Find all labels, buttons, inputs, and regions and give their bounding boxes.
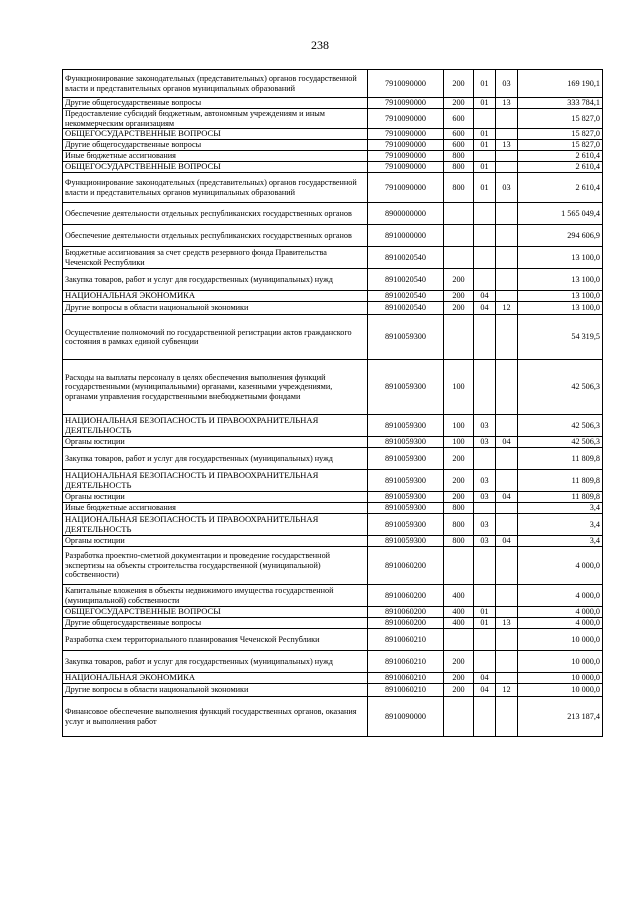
table-row <box>63 98 603 109</box>
cell-amount: 2 610,4 <box>518 162 603 173</box>
cell-target-article: 8910059300 <box>368 492 444 503</box>
table-row <box>63 503 603 514</box>
cell-amount: 10 000,0 <box>518 684 603 697</box>
cell-section: 03 <box>474 415 496 437</box>
cell-expense-type: 800 <box>444 536 474 547</box>
table-row <box>63 514 603 536</box>
cell-section <box>474 315 496 360</box>
cell-section <box>474 225 496 247</box>
cell-amount: 15 827,0 <box>518 109 603 129</box>
cell-amount: 11 809,8 <box>518 470 603 492</box>
cell-section: 04 <box>474 291 496 302</box>
cell-amount: 4 000,0 <box>518 618 603 629</box>
cell-target-article: 8910060210 <box>368 651 444 673</box>
cell-expense-type <box>444 225 474 247</box>
cell-expense-type: 400 <box>444 607 474 618</box>
cell-subsection <box>496 697 518 737</box>
cell-section <box>474 448 496 470</box>
cell-amount: 42 506,3 <box>518 360 603 415</box>
cell-amount: 13 100,0 <box>518 269 603 291</box>
cell-target-article: 7910090000 <box>368 140 444 151</box>
cell-expense-type: 100 <box>444 437 474 448</box>
cell-subsection <box>496 291 518 302</box>
cell-target-article: 7910090000 <box>368 173 444 203</box>
table-row <box>63 151 603 162</box>
table-row <box>63 618 603 629</box>
table-row <box>63 109 603 129</box>
table-row <box>63 607 603 618</box>
cell-name: Органы юстиции <box>63 437 368 448</box>
cell-subsection: 12 <box>496 684 518 697</box>
cell-amount: 10 000,0 <box>518 651 603 673</box>
cell-subsection <box>496 415 518 437</box>
table-row <box>63 225 603 247</box>
cell-target-article: 8910020540 <box>368 291 444 302</box>
cell-section <box>474 151 496 162</box>
table-row <box>63 547 603 585</box>
cell-name: Обеспечение деятельности отдельных республиканских государственных органов <box>63 203 368 225</box>
cell-subsection <box>496 651 518 673</box>
table-row <box>63 437 603 448</box>
cell-subsection <box>496 585 518 607</box>
cell-name: Другие общегосударственные вопросы <box>63 618 368 629</box>
table-row <box>63 173 603 203</box>
cell-section <box>474 547 496 585</box>
cell-subsection <box>496 225 518 247</box>
table-row <box>63 360 603 415</box>
cell-subsection <box>496 514 518 536</box>
cell-target-article: 7910090000 <box>368 70 444 98</box>
cell-amount: 10 000,0 <box>518 629 603 651</box>
cell-name: Разработка проектно-сметной документации и проведение государственной экспертизы на объекты строительства государственной (муниципальной) собственности) <box>63 547 368 585</box>
cell-name: Обеспечение деятельности отдельных республиканских государственных органов <box>63 225 368 247</box>
table-row <box>63 140 603 151</box>
cell-name: НАЦИОНАЛЬНАЯ ЭКОНОМИКА <box>63 291 368 302</box>
cell-target-article: 8910059300 <box>368 315 444 360</box>
cell-subsection <box>496 109 518 129</box>
cell-target-article: 8910060200 <box>368 585 444 607</box>
cell-target-article: 8910059300 <box>368 536 444 547</box>
cell-subsection <box>496 247 518 269</box>
cell-name: Другие общегосударственные вопросы <box>63 140 368 151</box>
cell-section: 01 <box>474 618 496 629</box>
cell-expense-type: 100 <box>444 360 474 415</box>
cell-expense-type: 200 <box>444 651 474 673</box>
cell-section: 03 <box>474 470 496 492</box>
cell-subsection <box>496 203 518 225</box>
cell-expense-type: 200 <box>444 269 474 291</box>
cell-amount: 54 319,5 <box>518 315 603 360</box>
cell-name: НАЦИОНАЛЬНАЯ БЕЗОПАСНОСТЬ И ПРАВООХРАНИТЕЛЬНАЯ ДЕЯТЕЛЬНОСТЬ <box>63 470 368 492</box>
cell-section: 03 <box>474 536 496 547</box>
cell-section: 03 <box>474 492 496 503</box>
cell-section: 01 <box>474 607 496 618</box>
cell-amount: 11 809,8 <box>518 492 603 503</box>
cell-expense-type: 400 <box>444 618 474 629</box>
cell-amount: 333 784,1 <box>518 98 603 109</box>
table-row <box>63 129 603 140</box>
table-row <box>63 247 603 269</box>
cell-target-article: 8910059300 <box>368 437 444 448</box>
cell-target-article: 7910090000 <box>368 151 444 162</box>
cell-section: 01 <box>474 140 496 151</box>
cell-name: Иные бюджетные ассигнования <box>63 151 368 162</box>
cell-name: Капитальные вложения в объекты недвижимого имущества государственной (муниципальной) собственности <box>63 585 368 607</box>
cell-name: Другие общегосударственные вопросы <box>63 98 368 109</box>
cell-subsection <box>496 673 518 684</box>
cell-name: Закупка товаров, работ и услуг для государственных (муниципальных) нужд <box>63 651 368 673</box>
table-row <box>63 684 603 697</box>
cell-section <box>474 629 496 651</box>
cell-expense-type <box>444 203 474 225</box>
cell-name: НАЦИОНАЛЬНАЯ БЕЗОПАСНОСТЬ И ПРАВООХРАНИТЕЛЬНАЯ ДЕЯТЕЛЬНОСТЬ <box>63 415 368 437</box>
cell-expense-type: 200 <box>444 98 474 109</box>
cell-section <box>474 247 496 269</box>
table-row <box>63 162 603 173</box>
cell-amount: 4 000,0 <box>518 547 603 585</box>
cell-expense-type <box>444 697 474 737</box>
page-number: 238 <box>311 38 329 52</box>
cell-target-article: 8910059300 <box>368 470 444 492</box>
cell-amount: 4 000,0 <box>518 607 603 618</box>
cell-target-article: 8910059300 <box>368 514 444 536</box>
cell-amount: 169 190,1 <box>518 70 603 98</box>
cell-subsection: 13 <box>496 140 518 151</box>
table-row <box>63 269 603 291</box>
cell-name: Органы юстиции <box>63 536 368 547</box>
cell-target-article: 8910090000 <box>368 697 444 737</box>
table-row <box>63 629 603 651</box>
cell-amount: 13 100,0 <box>518 291 603 302</box>
cell-target-article: 8910060200 <box>368 607 444 618</box>
cell-target-article: 7910090000 <box>368 162 444 173</box>
cell-subsection <box>496 315 518 360</box>
cell-name: Предоставление субсидий бюджетным, автономным учреждениям и иным некоммерческим организациям <box>63 109 368 129</box>
cell-section <box>474 109 496 129</box>
cell-target-article: 8910059300 <box>368 360 444 415</box>
cell-section <box>474 203 496 225</box>
cell-target-article: 8910020540 <box>368 269 444 291</box>
cell-section: 04 <box>474 302 496 315</box>
cell-section <box>474 697 496 737</box>
cell-amount: 4 000,0 <box>518 585 603 607</box>
cell-expense-type: 600 <box>444 109 474 129</box>
cell-name: Функционирование законодательных (представительных) органов государственной власти и представительных органов муниципальных образований <box>63 173 368 203</box>
cell-target-article: 8910059300 <box>368 503 444 514</box>
cell-name: ОБЩЕГОСУДАРСТВЕННЫЕ ВОПРОСЫ <box>63 607 368 618</box>
cell-subsection <box>496 629 518 651</box>
table-row <box>63 415 603 437</box>
cell-expense-type: 200 <box>444 70 474 98</box>
cell-expense-type: 800 <box>444 151 474 162</box>
cell-expense-type: 600 <box>444 129 474 140</box>
cell-expense-type: 100 <box>444 415 474 437</box>
cell-target-article: 8910060210 <box>368 684 444 697</box>
cell-expense-type <box>444 315 474 360</box>
cell-name: Закупка товаров, работ и услуг для государственных (муниципальных) нужд <box>63 448 368 470</box>
cell-target-article: 7910090000 <box>368 98 444 109</box>
cell-expense-type: 200 <box>444 492 474 503</box>
table-row <box>63 448 603 470</box>
cell-section <box>474 269 496 291</box>
table-row <box>63 315 603 360</box>
cell-amount: 11 809,8 <box>518 448 603 470</box>
cell-amount: 294 606,9 <box>518 225 603 247</box>
cell-target-article: 8900000000 <box>368 203 444 225</box>
cell-amount: 3,4 <box>518 514 603 536</box>
cell-name: Иные бюджетные ассигнования <box>63 503 368 514</box>
cell-expense-type: 800 <box>444 173 474 203</box>
cell-subsection: 04 <box>496 492 518 503</box>
cell-name: Бюджетные ассигнования за счет средств резервного фонда Правительства Чеченской Республики <box>63 247 368 269</box>
cell-amount: 13 100,0 <box>518 302 603 315</box>
cell-amount: 1 565 049,4 <box>518 203 603 225</box>
cell-section: 04 <box>474 684 496 697</box>
cell-name: Финансовое обеспечение выполнения функций государственных органов, оказания услуг и выполнения работ <box>63 697 368 737</box>
cell-amount: 13 100,0 <box>518 247 603 269</box>
cell-section: 03 <box>474 437 496 448</box>
cell-section: 01 <box>474 70 496 98</box>
cell-target-article: 8910000000 <box>368 225 444 247</box>
cell-target-article: 7910090000 <box>368 129 444 140</box>
cell-subsection: 04 <box>496 437 518 448</box>
cell-name: Другие вопросы в области национальной экономики <box>63 302 368 315</box>
cell-amount: 15 827,0 <box>518 129 603 140</box>
cell-expense-type: 800 <box>444 162 474 173</box>
cell-amount: 42 506,3 <box>518 415 603 437</box>
cell-name: Разработка схем территориального планирования Чеченской Республики <box>63 629 368 651</box>
cell-amount: 15 827,0 <box>518 140 603 151</box>
cell-subsection <box>496 607 518 618</box>
cell-target-article: 8910060210 <box>368 629 444 651</box>
table-row <box>63 697 603 737</box>
table-row <box>63 536 603 547</box>
cell-name: НАЦИОНАЛЬНАЯ БЕЗОПАСНОСТЬ И ПРАВООХРАНИТЕЛЬНАЯ ДЕЯТЕЛЬНОСТЬ <box>63 514 368 536</box>
cell-subsection <box>496 162 518 173</box>
cell-section: 03 <box>474 514 496 536</box>
cell-section: 01 <box>474 173 496 203</box>
cell-subsection <box>496 470 518 492</box>
cell-amount: 3,4 <box>518 536 603 547</box>
cell-target-article: 8910060200 <box>368 547 444 585</box>
cell-name: Осуществление полномочий по государственной регистрации актов гражданского состояния в рамках единой субвенции <box>63 315 368 360</box>
table-row <box>63 673 603 684</box>
cell-expense-type <box>444 247 474 269</box>
cell-target-article: 8910060210 <box>368 673 444 684</box>
budget-table-body <box>63 70 603 737</box>
cell-expense-type: 400 <box>444 585 474 607</box>
cell-name: Расходы на выплаты персоналу в целях обеспечения выполнения функций государственными (муниципальными) органами, казенными учреждениями, органами управления государственными внебюджетными фондами <box>63 360 368 415</box>
cell-amount: 42 506,3 <box>518 437 603 448</box>
table-row <box>63 470 603 492</box>
table-row <box>63 203 603 225</box>
cell-subsection <box>496 503 518 514</box>
cell-section: 01 <box>474 162 496 173</box>
table-row <box>63 291 603 302</box>
cell-name: Закупка товаров, работ и услуг для государственных (муниципальных) нужд <box>63 269 368 291</box>
cell-subsection <box>496 547 518 585</box>
cell-section: 04 <box>474 673 496 684</box>
cell-name: Функционирование законодательных (представительных) органов государственной власти и представительных органов муниципальных образований <box>63 70 368 98</box>
cell-amount: 2 610,4 <box>518 173 603 203</box>
cell-expense-type: 200 <box>444 302 474 315</box>
cell-expense-type: 800 <box>444 514 474 536</box>
budget-table <box>62 69 603 737</box>
table-row <box>63 585 603 607</box>
cell-subsection: 13 <box>496 618 518 629</box>
cell-subsection <box>496 448 518 470</box>
cell-target-article: 8910060200 <box>368 618 444 629</box>
cell-subsection <box>496 269 518 291</box>
cell-section <box>474 585 496 607</box>
table-row <box>63 651 603 673</box>
cell-target-article: 7910090000 <box>368 109 444 129</box>
cell-section <box>474 360 496 415</box>
cell-expense-type: 600 <box>444 140 474 151</box>
cell-amount: 213 187,4 <box>518 697 603 737</box>
cell-target-article: 8910020540 <box>368 247 444 269</box>
cell-subsection <box>496 151 518 162</box>
cell-expense-type <box>444 629 474 651</box>
cell-name: НАЦИОНАЛЬНАЯ ЭКОНОМИКА <box>63 673 368 684</box>
cell-section: 01 <box>474 129 496 140</box>
cell-amount: 2 610,4 <box>518 151 603 162</box>
cell-expense-type: 800 <box>444 503 474 514</box>
cell-subsection: 03 <box>496 173 518 203</box>
cell-target-article: 8910020540 <box>368 302 444 315</box>
cell-expense-type: 200 <box>444 448 474 470</box>
cell-name: ОБЩЕГОСУДАРСТВЕННЫЕ ВОПРОСЫ <box>63 162 368 173</box>
cell-expense-type <box>444 547 474 585</box>
cell-subsection: 03 <box>496 70 518 98</box>
cell-target-article: 8910059300 <box>368 448 444 470</box>
cell-expense-type: 200 <box>444 684 474 697</box>
cell-expense-type: 200 <box>444 470 474 492</box>
cell-section: 01 <box>474 98 496 109</box>
cell-subsection: 13 <box>496 98 518 109</box>
cell-section <box>474 651 496 673</box>
cell-subsection: 12 <box>496 302 518 315</box>
cell-amount: 3,4 <box>518 503 603 514</box>
cell-subsection <box>496 129 518 140</box>
cell-name: Другие вопросы в области национальной экономики <box>63 684 368 697</box>
cell-name: Органы юстиции <box>63 492 368 503</box>
table-row <box>63 492 603 503</box>
cell-expense-type: 200 <box>444 673 474 684</box>
cell-subsection: 04 <box>496 536 518 547</box>
cell-amount: 10 000,0 <box>518 673 603 684</box>
cell-section <box>474 503 496 514</box>
cell-name: ОБЩЕГОСУДАРСТВЕННЫЕ ВОПРОСЫ <box>63 129 368 140</box>
table-row <box>63 70 603 98</box>
cell-subsection <box>496 360 518 415</box>
cell-target-article: 8910059300 <box>368 415 444 437</box>
table-row <box>63 302 603 315</box>
cell-expense-type: 200 <box>444 291 474 302</box>
